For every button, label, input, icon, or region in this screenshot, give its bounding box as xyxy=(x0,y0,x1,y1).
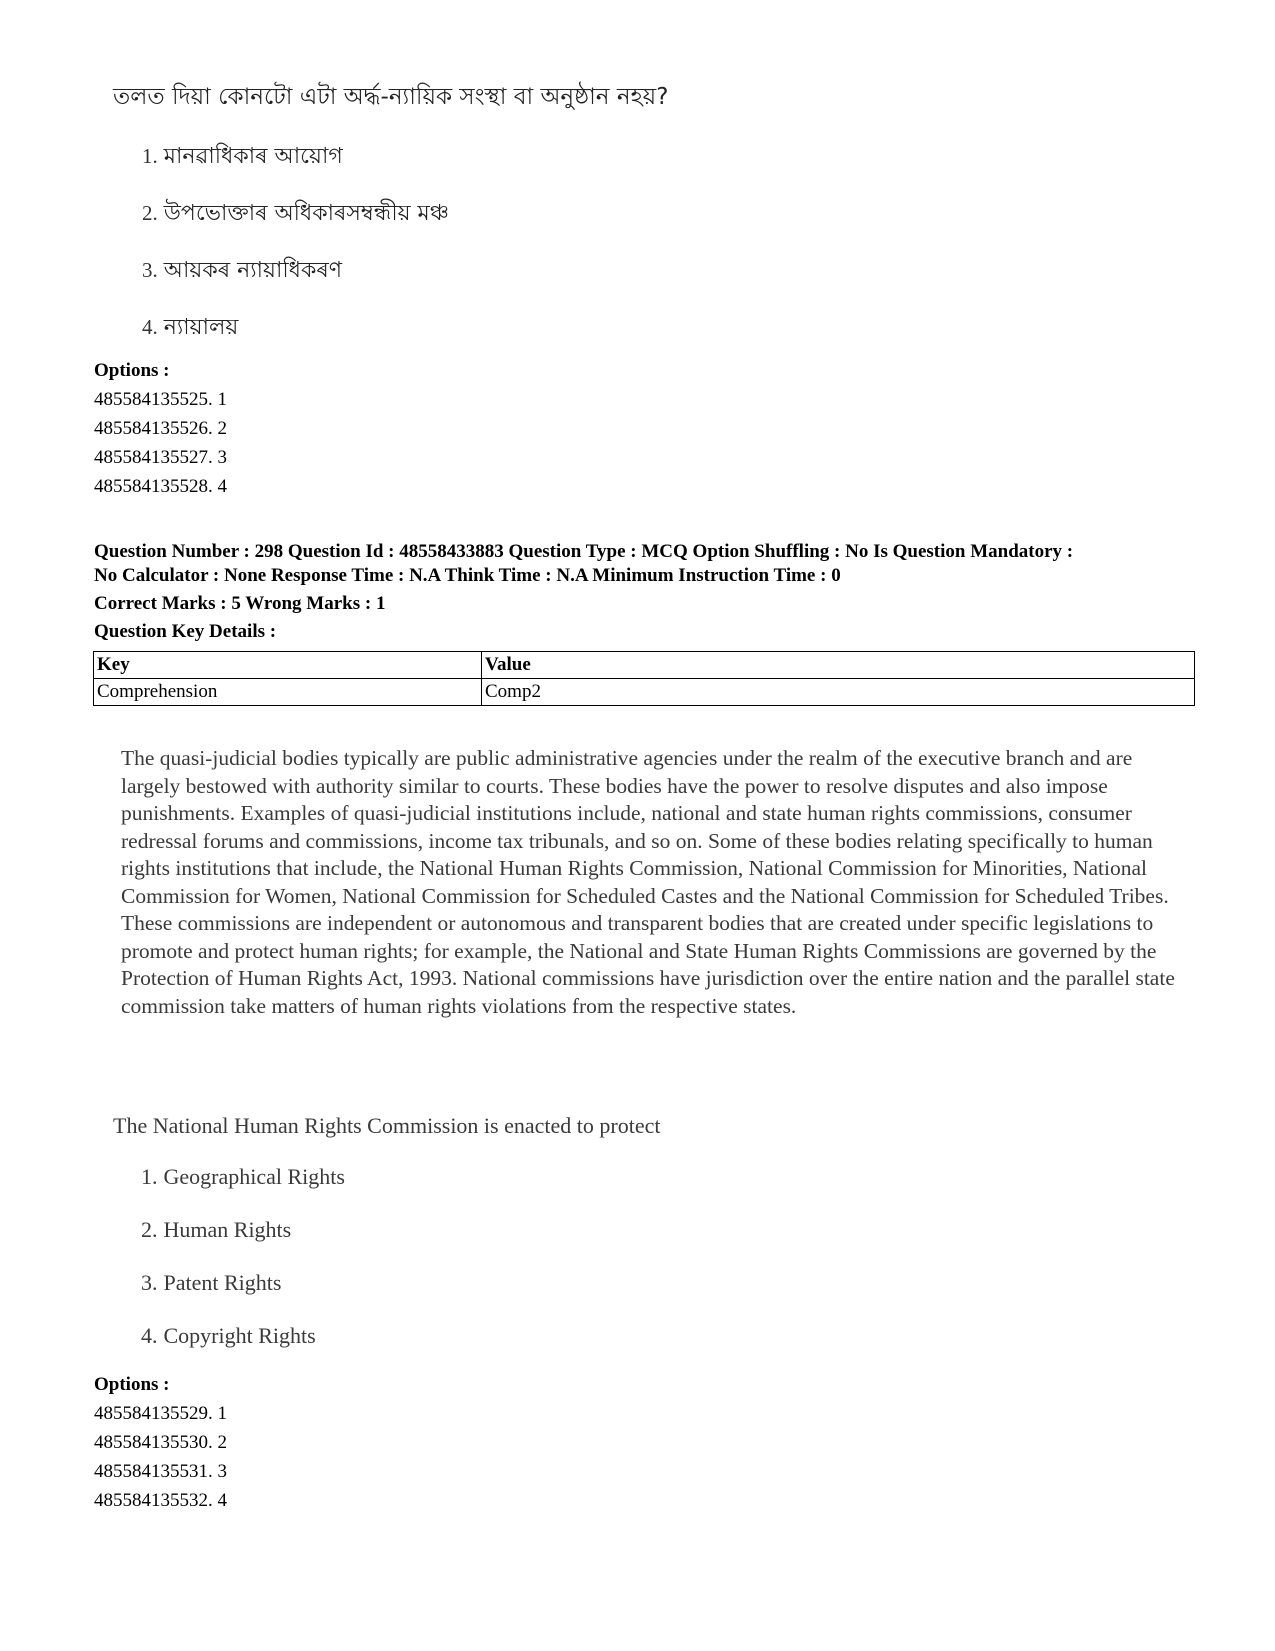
question-text-english: The National Human Rights Commission is enacted to protect xyxy=(113,1113,661,1138)
choice-text: Human Rights xyxy=(163,1217,292,1242)
option-id: 485584135525. 1 xyxy=(94,389,227,410)
choice-number: 3. xyxy=(142,258,158,282)
choice-text: মানৱাধিকাৰ আয়োগ xyxy=(163,144,343,169)
option-id: 485584135527. 3 xyxy=(94,447,227,468)
choice-1 xyxy=(142,139,343,176)
options-label: Options : xyxy=(94,360,170,381)
option-id: 485584135528. 4 xyxy=(94,476,227,497)
meta-line-1: Question Number : 298 Question Id : 48558433883 Question Type : MCQ Option Shuffling : No Is Question Mandatory : xyxy=(94,541,1074,562)
table-header-value: Value xyxy=(482,652,1195,679)
options-section xyxy=(94,1370,227,1515)
choice-1 xyxy=(141,1164,345,1190)
choice-text: Copyright Rights xyxy=(163,1323,316,1348)
table-header-key: Key xyxy=(94,652,482,679)
choice-2 xyxy=(142,196,449,233)
option-id: 485584135530. 2 xyxy=(94,1432,227,1453)
table-row xyxy=(94,679,1195,706)
choice-text: Patent Rights xyxy=(163,1270,282,1295)
choice-number: 1. xyxy=(142,144,158,168)
option-id: 485584135532. 4 xyxy=(94,1490,227,1511)
choice-3 xyxy=(141,1270,281,1296)
choice-number: 4. xyxy=(141,1323,158,1348)
choice-2 xyxy=(141,1217,291,1243)
choice-text: ন্যায়ালয় xyxy=(163,315,239,340)
choice-4 xyxy=(141,1323,316,1349)
question-text-assamese: তলত দিয়া কোনটো এটা অৰ্দ্ধ-ন্যায়িক সংস্থা বা অনুষ্ঠান নহয়? xyxy=(113,84,669,110)
option-id: 485584135529. 1 xyxy=(94,1403,227,1424)
choice-4 xyxy=(142,310,238,347)
question-meta xyxy=(94,540,1204,644)
option-id: 485584135531. 3 xyxy=(94,1461,227,1482)
choice-number: 4. xyxy=(142,315,158,339)
choice-number: 3. xyxy=(141,1270,158,1295)
comprehension-passage: The quasi-judicial bodies typically are public administrative agencies under the realm of the executive branch and are largely bestowed with authority similar to courts. These bodies have the power to resolve disputes and also impose punishments. Examples of quasi-judicial institutions include, national and state human rights commissions, consumer redressal forums and commissions, income tax tribunals, and so on. Some of these bodies relating specifically to human rights institutions that include, the National Human Rights Commission, National Commission for Minorities, National Commission for Women, National Commission for Scheduled Castes and the National Commission for Scheduled Tribes. These commissions are independent or autonomous and transparent bodies that are created under specific legislations to promote and protect human rights; for example, the National and State Human Rights Commissions are governed by the Protection of Human Rights Act, 1993. National commissions have jurisdiction over the entire nation and the parallel state commission take matters of human rights violations from the respective states. xyxy=(121,746,1175,1018)
table-cell-value: Comp2 xyxy=(482,679,1195,706)
meta-line-2: No Calculator : None Response Time : N.A Think Time : N.A Minimum Instruction Time : 0 xyxy=(94,565,841,586)
choice-number: 2. xyxy=(141,1217,158,1242)
options-section xyxy=(94,356,227,501)
choice-number: 1. xyxy=(141,1164,158,1189)
marks-line: Correct Marks : 5 Wrong Marks : 1 xyxy=(94,593,386,614)
choice-3 xyxy=(142,253,342,290)
option-id: 485584135526. 2 xyxy=(94,418,227,439)
table-header-row xyxy=(94,652,1195,679)
key-details-label: Question Key Details : xyxy=(94,621,277,642)
choice-number: 2. xyxy=(142,201,158,225)
choice-text: Geographical Rights xyxy=(163,1164,345,1189)
choice-text: উপভোক্তাৰ অধিকাৰসম্বন্ধীয় মঞ্চ xyxy=(163,201,450,226)
key-details-table xyxy=(93,651,1195,706)
options-label: Options : xyxy=(94,1374,170,1395)
table-cell-key: Comprehension xyxy=(94,679,482,706)
choice-text: আয়কৰ ন্যায়াধিকৰণ xyxy=(163,258,343,283)
